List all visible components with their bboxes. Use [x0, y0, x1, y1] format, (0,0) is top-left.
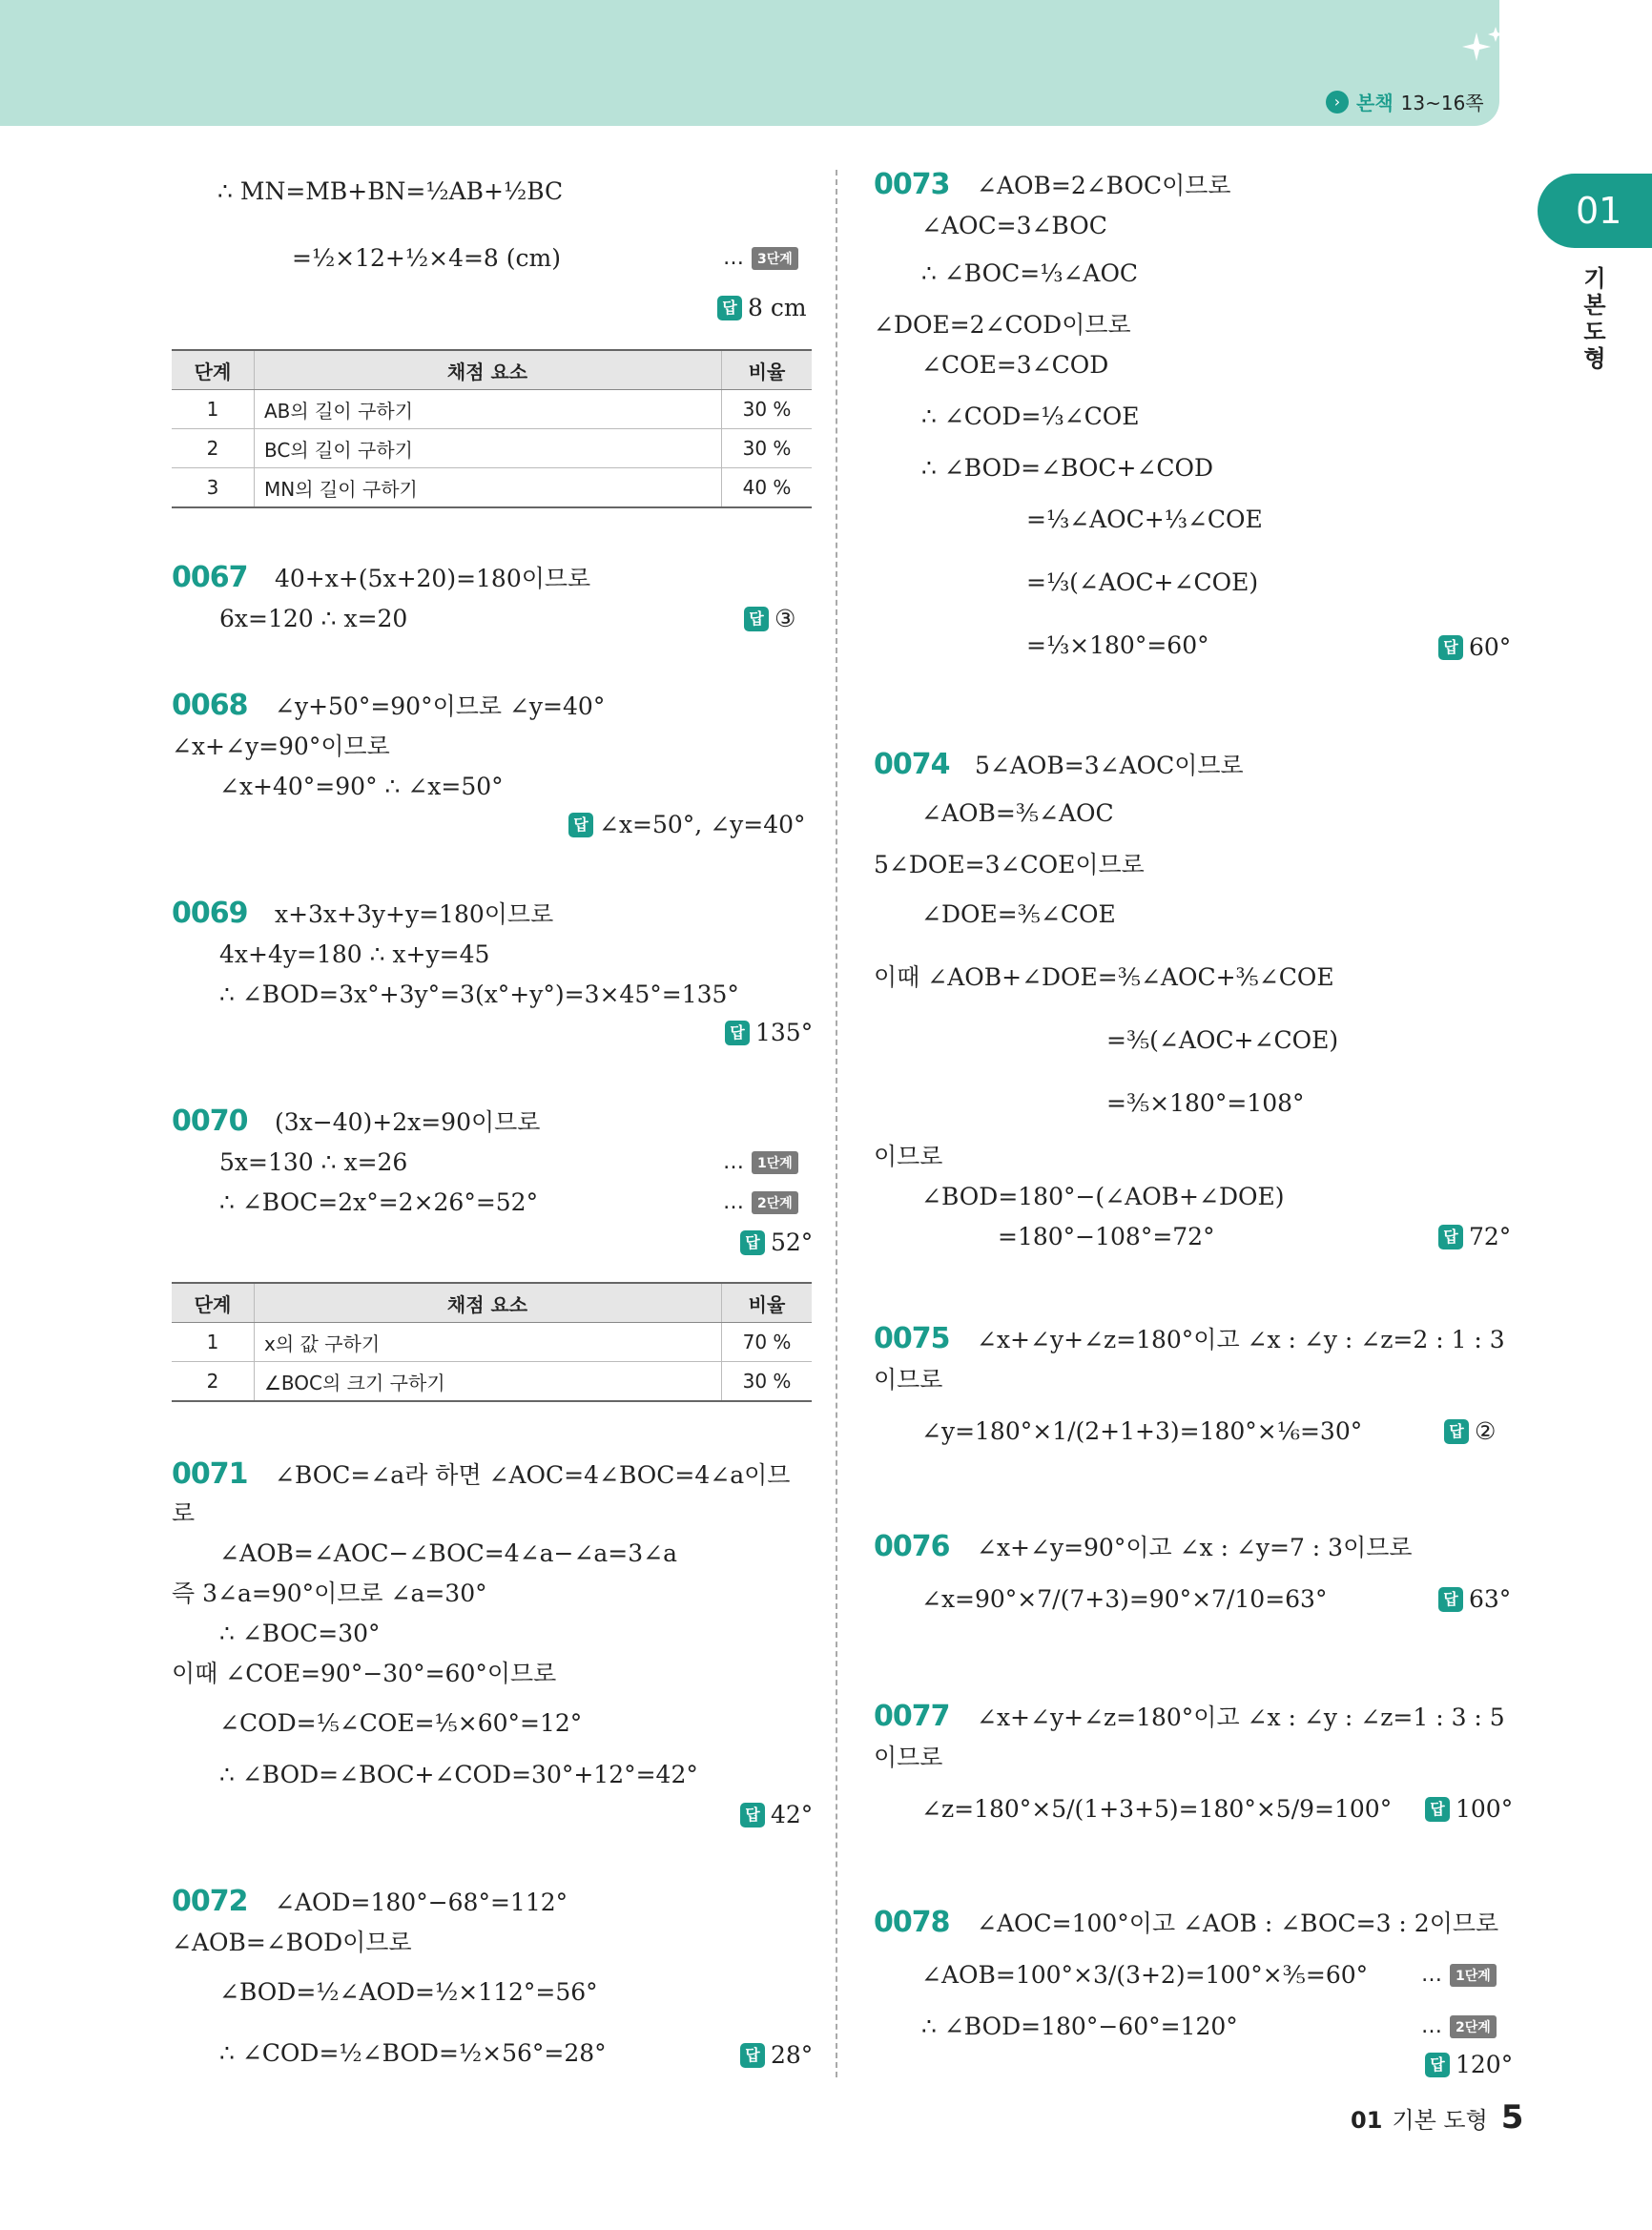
solution-line: 이므로: [874, 1143, 943, 1170]
solution-line: 즉 3∠a=90°이므로 ∠a=30°: [172, 1580, 487, 1607]
problem-number: 0067: [172, 561, 248, 594]
answer-icon: 답: [744, 607, 769, 631]
solution-line: ∠AOB=2∠BOC이므로: [977, 172, 1231, 199]
solution-line: 5x=130 ∴ x=26: [219, 1148, 408, 1176]
step-badge: 2단계: [1450, 2015, 1497, 2038]
step-marker: … 1단계: [723, 1150, 798, 1174]
solution-line: 5∠DOE=3∠COE이므로: [874, 851, 1145, 878]
answer: 답 72°: [1438, 1223, 1511, 1250]
answer-icon: 답: [740, 2043, 765, 2068]
solution-line: ∠BOD=½∠AOD=½×112°=56°: [219, 1978, 598, 2006]
answer-icon: 답: [1438, 1225, 1463, 1249]
solution-line: (3x−40)+2x=90이므로: [275, 1108, 541, 1136]
answer-icon: 답: [725, 1021, 750, 1045]
scoring-table: [172, 349, 812, 508]
table-row: 2 ∠BOC의 크기 구하기 30 %: [172, 1362, 812, 1402]
solution-line: 이므로: [874, 1366, 943, 1394]
answer-icon: 답: [740, 1230, 765, 1255]
page-footer: [1351, 2098, 1523, 2137]
cont-line-1: ∴ MN=MB+BN=½AB+½BC: [217, 177, 564, 205]
step-marker: … 1단계: [1421, 1963, 1497, 1987]
step-marker: … 2단계: [1421, 2014, 1497, 2038]
step-badge: 1단계: [1450, 1964, 1497, 1987]
scoring-table: [172, 1282, 812, 1402]
header-band: [0, 0, 1499, 126]
solution-line: ∠x+∠y=90°이고 ∠x : ∠y=7 : 3이므로: [977, 1534, 1413, 1561]
answer-icon: 답: [1438, 635, 1463, 660]
solution-line: =⅗(∠AOC+∠COE): [1106, 1026, 1339, 1054]
solution-line: =⅓(∠AOC+∠COE): [1026, 568, 1259, 596]
page-number: 5: [1500, 2098, 1524, 2137]
solution-line: 40+x+(5x+20)=180이므로: [275, 565, 591, 592]
ref-pages: 13~16쪽: [1400, 92, 1484, 114]
answer: 답 ③: [744, 605, 795, 632]
table-row: 3 MN의 길이 구하기 40 %: [172, 468, 812, 508]
answer: 답 8 cm: [717, 294, 807, 321]
problem-number: 0068: [172, 689, 248, 722]
table-header-row: 단계 채점 요소 비율: [172, 350, 812, 390]
answer-icon: 답: [568, 813, 593, 837]
solution-line: ∠AOB=⅗∠AOC: [921, 799, 1114, 827]
step-badge: 1단계: [752, 1151, 798, 1174]
solution-line: ∠y=180°×1/(2+1+3)=180°×⅙=30°: [921, 1417, 1363, 1445]
answer: 답 120°: [1425, 2051, 1513, 2078]
solution-line: ∠y+50°=90°이므로 ∠y=40°: [275, 692, 606, 720]
solution-line: ∴ ∠BOC=⅓∠AOC: [921, 259, 1139, 287]
answer-icon: 답: [1425, 2053, 1450, 2077]
solution-line: ∠BOD=180°−(∠AOB+∠DOE): [921, 1183, 1285, 1210]
solution-line: ∠COE=3∠COD: [921, 351, 1109, 379]
solution-line: ∠AOB=100°×3/(3+2)=100°×⅗=60°: [921, 1961, 1369, 1989]
solution-line: ∴ ∠BOD=180°−60°=120°: [921, 2013, 1238, 2040]
problem-number: 0076: [874, 1530, 950, 1563]
answer: 답 ∠x=50°, ∠y=40°: [568, 811, 806, 838]
solution-line: 이때 ∠COE=90°−30°=60°이므로: [172, 1660, 557, 1687]
solution-line: ∠AOB=∠AOC−∠BOC=4∠a−∠a=3∠a: [219, 1539, 678, 1567]
step-marker: … 2단계: [723, 1190, 798, 1214]
solution-line: 이때 ∠AOB+∠DOE=⅗∠AOC+⅗∠COE: [874, 963, 1334, 991]
solution-line: ∠x+∠y=90°이므로: [172, 733, 390, 760]
solution-line: ∠COD=⅕∠COE=⅕×60°=12°: [219, 1709, 583, 1737]
ref-label: 본책: [1356, 92, 1394, 114]
footer-chapter-title: 기본 도형: [1392, 2107, 1488, 2134]
solution-line: ∴ ∠COD=½∠BOD=½×56°=28°: [219, 2039, 607, 2067]
problem-number: 0072: [172, 1885, 248, 1918]
solution-line: ∠x+∠y+∠z=180°이고 ∠x : ∠y : ∠z=2 : 1 : 3: [977, 1326, 1505, 1353]
problem-number: 0069: [172, 897, 248, 930]
solution-line: ∠BOC=∠a라 하면 ∠AOC=4∠BOC=4∠a이므: [275, 1461, 791, 1489]
answer: 답 42°: [740, 1801, 813, 1828]
problem-number: 0075: [874, 1322, 950, 1355]
table-row: 1 x의 값 구하기 70 %: [172, 1323, 812, 1362]
solution-line: =⅗×180°=108°: [1106, 1089, 1305, 1117]
chapter-tab: 01: [1538, 174, 1652, 248]
solution-line: 로: [172, 1499, 196, 1527]
solution-line: ∠DOE=⅗∠COE: [921, 900, 1116, 928]
answer: 답 63°: [1438, 1585, 1511, 1613]
page-reference: [1326, 88, 1484, 115]
solution-line: ∴ ∠BOC=2x°=2×26°=52°: [219, 1188, 539, 1216]
answer-icon: 답: [1438, 1587, 1463, 1612]
solution-line: ∠AOC=3∠BOC: [921, 212, 1107, 239]
solution-line: ∠AOC=100°이고 ∠AOB : ∠BOC=3 : 2이므로: [977, 1910, 1499, 1937]
problem-number: 0073: [874, 168, 950, 201]
chevron-right-icon: ›: [1326, 91, 1349, 114]
step-badge: 2단계: [752, 1191, 798, 1214]
table-row: 2 BC의 길이 구하기 30 %: [172, 429, 812, 468]
answer-icon: 답: [717, 296, 742, 320]
solution-line: ∴ ∠BOD=∠BOC+∠COD=30°+12°=42°: [219, 1761, 698, 1788]
answer-icon: 답: [1425, 1797, 1450, 1822]
answer: 답 100°: [1425, 1795, 1513, 1823]
solution-line: 5∠AOB=3∠AOC이므로: [975, 752, 1244, 779]
problem-number: 0078: [874, 1906, 950, 1939]
solution-line: ∠z=180°×5/(1+3+5)=180°×5/9=100°: [921, 1795, 1393, 1823]
solution-line: ∴ ∠BOC=30°: [219, 1620, 381, 1647]
problem-number: 0071: [172, 1457, 248, 1491]
answer-icon: 답: [1444, 1419, 1469, 1444]
solution-line: ∠AOD=180°−68°=112°: [275, 1889, 568, 1916]
solution-line: ∴ ∠BOD=∠BOC+∠COD: [921, 454, 1214, 482]
solution-line: 6x=120 ∴ x=20: [219, 605, 408, 632]
cont-line-2: =½×12+½×4=8 (cm): [292, 244, 561, 272]
solution-line: 이므로: [874, 1744, 943, 1771]
solution-line: ∠x+40°=90° ∴ ∠x=50°: [219, 773, 504, 800]
solution-line: ∠x=90°×7/(7+3)=90°×7/10=63°: [921, 1585, 1328, 1613]
solution-line: =⅓×180°=60°: [1026, 631, 1209, 659]
problem-number: 0074: [874, 748, 950, 781]
footer-chapter-number: 01: [1351, 2107, 1383, 2134]
table-row: 1 AB의 길이 구하기 30 %: [172, 390, 812, 429]
solution-line: ∠DOE=2∠COD이므로: [874, 311, 1131, 339]
solution-line: x+3x+3y+y=180이므로: [275, 900, 554, 928]
problem-number: 0077: [874, 1700, 950, 1733]
solution-line: ∴ ∠COD=⅓∠COE: [921, 403, 1140, 430]
step-marker: … 3단계: [723, 246, 798, 270]
solution-line: ∠AOB=∠BOD이므로: [172, 1929, 412, 1956]
answer: 답 60°: [1438, 633, 1511, 661]
answer: 답 28°: [740, 2041, 813, 2069]
table-header-row: 단계 채점 요소 비율: [172, 1283, 812, 1323]
answer: 답 ②: [1444, 1417, 1496, 1445]
answer: 답 135°: [725, 1019, 813, 1046]
column-divider: [836, 170, 837, 2077]
answer: 답 52°: [740, 1229, 813, 1256]
solution-line: ∴ ∠BOD=3x°+3y°=3(x°+y°)=3×45°=135°: [219, 981, 739, 1008]
problem-number: 0070: [172, 1105, 248, 1138]
solution-line: ∠x+∠y+∠z=180°이고 ∠x : ∠y : ∠z=1 : 3 : 5: [977, 1703, 1505, 1731]
solution-line: =180°−108°=72°: [998, 1223, 1215, 1250]
solution-line: 4x+4y=180 ∴ x+y=45: [219, 940, 490, 968]
solution-line: =⅓∠AOC+⅓∠COE: [1026, 506, 1263, 533]
chapter-side-title: 기본 도형: [1583, 265, 1606, 372]
sparkle-icon: [1459, 23, 1507, 71]
step-badge: 3단계: [752, 247, 798, 270]
answer-icon: 답: [740, 1803, 765, 1827]
